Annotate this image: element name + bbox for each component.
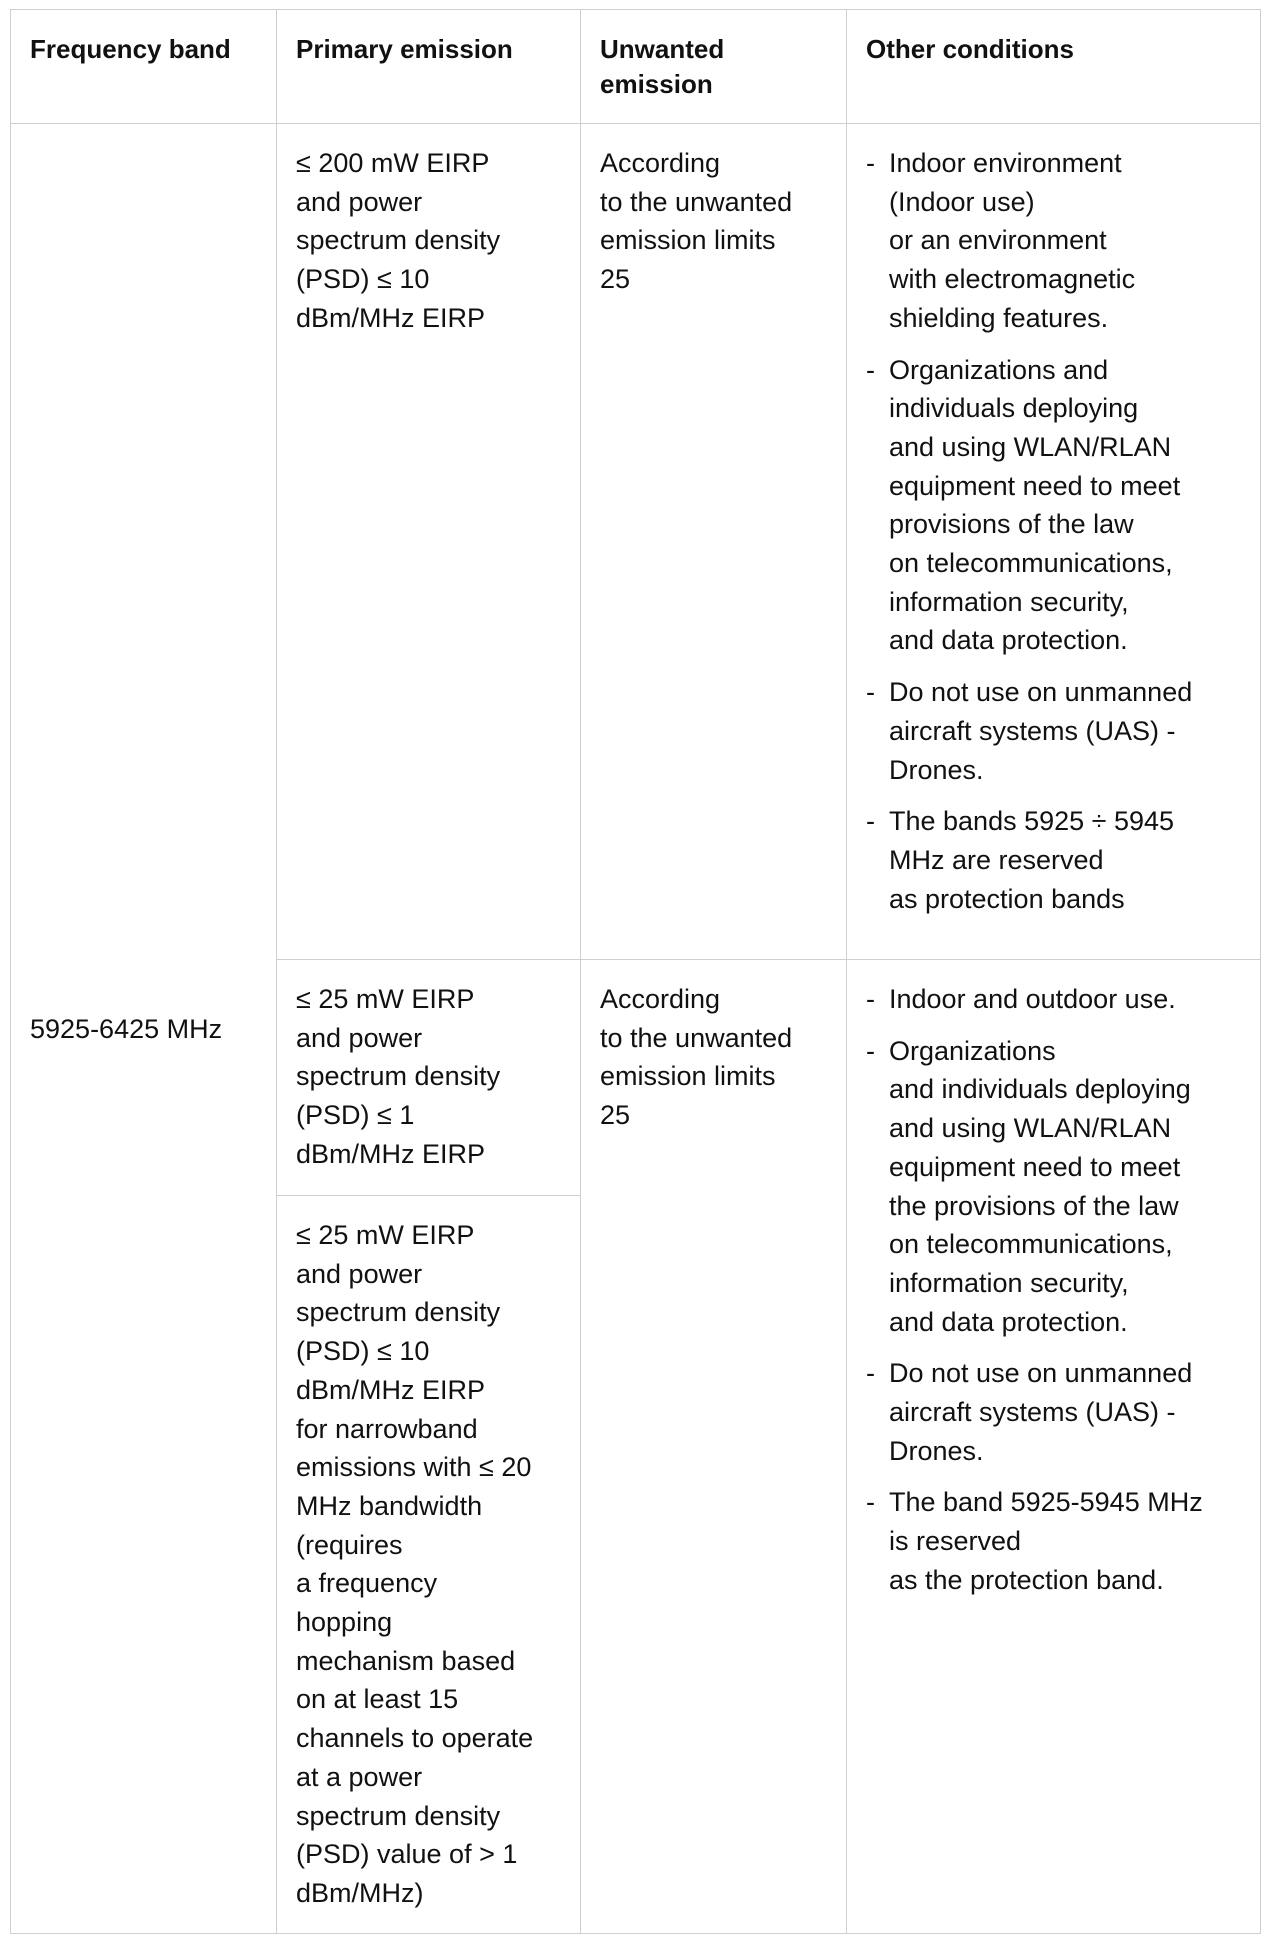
condition-item bbox=[866, 980, 1241, 1019]
other-conditions-cell bbox=[847, 124, 1261, 960]
text-line: (PSD) ≤ 10 bbox=[296, 1336, 430, 1367]
primary-emission-cell bbox=[277, 1196, 581, 1934]
condition-line: and data protection. bbox=[889, 625, 1128, 656]
dash-bullet-icon: - bbox=[866, 148, 875, 178]
unwanted-emission-cell bbox=[581, 124, 847, 960]
condition-line: The bands 5925 ÷ 5945 bbox=[889, 806, 1175, 837]
condition-item bbox=[866, 1354, 1241, 1470]
text-line: (PSD) value of > 1 bbox=[296, 1839, 518, 1870]
text-line: hopping bbox=[296, 1607, 393, 1638]
dash-bullet-icon: - bbox=[866, 1035, 875, 1066]
dash-bullet-icon: - bbox=[866, 354, 875, 385]
condition-line: with electromagnetic bbox=[889, 264, 1136, 295]
condition-line: MHz are reserved bbox=[889, 844, 1104, 875]
condition-line: and data protection. bbox=[889, 1306, 1128, 1337]
primary-emission-cell bbox=[277, 124, 581, 960]
header-row bbox=[11, 10, 1261, 124]
condition-line: Organizations bbox=[889, 1035, 1056, 1066]
dash-bullet-icon: - bbox=[866, 1487, 875, 1518]
condition-line: Do not use on unmanned bbox=[889, 677, 1193, 708]
text-line: spectrum density bbox=[296, 225, 501, 256]
text-line: and power bbox=[296, 1258, 423, 1289]
table-row bbox=[11, 124, 1261, 960]
text-line: 25 bbox=[600, 264, 631, 295]
header-unwanted-emission: Unwanted emission bbox=[581, 10, 847, 124]
condition-line: or an environment bbox=[889, 225, 1107, 256]
condition-line: and individuals deploying bbox=[889, 1074, 1191, 1105]
text-line: According bbox=[600, 148, 721, 178]
dash-bullet-icon: - bbox=[866, 984, 875, 1014]
text-line: According bbox=[600, 984, 721, 1014]
condition-line: The band 5925-5945 MHz bbox=[889, 1487, 1203, 1518]
text-line: ≤ 200 mW EIRP bbox=[296, 148, 490, 178]
text-line: dBm/MHz EIRP bbox=[296, 1138, 486, 1169]
condition-line: Organizations and bbox=[889, 354, 1109, 385]
text-line: spectrum density bbox=[296, 1800, 501, 1831]
text-line: and power bbox=[296, 1022, 423, 1053]
text-line: 25 bbox=[600, 1100, 631, 1131]
condition-line: Indoor environment bbox=[889, 148, 1122, 178]
text-line: dBm/MHz EIRP bbox=[296, 302, 486, 333]
condition-line: (Indoor use) bbox=[889, 186, 1035, 217]
text-line: on at least 15 bbox=[296, 1684, 459, 1715]
condition-line: equipment need to meet bbox=[889, 470, 1181, 501]
condition-line: on telecommunications, bbox=[889, 548, 1173, 579]
dash-bullet-icon: - bbox=[866, 1358, 875, 1389]
condition-line: aircraft systems (UAS) - bbox=[889, 715, 1176, 746]
text-line: dBm/MHz EIRP bbox=[296, 1374, 486, 1405]
primary-emission-cell bbox=[277, 960, 581, 1196]
text-line: MHz bandwidth bbox=[296, 1490, 483, 1521]
unwanted-emission-cell bbox=[581, 960, 847, 1934]
text-line: spectrum density bbox=[296, 1297, 501, 1328]
text-line: and power bbox=[296, 186, 423, 217]
condition-line: as protection bands bbox=[889, 883, 1125, 914]
condition-line: provisions of the law bbox=[889, 509, 1134, 540]
condition-item bbox=[866, 802, 1241, 918]
condition-line: individuals deploying bbox=[889, 393, 1139, 424]
text-line: (requires bbox=[296, 1529, 403, 1560]
condition-line: Indoor and outdoor use. bbox=[889, 984, 1176, 1014]
condition-item bbox=[866, 1032, 1241, 1342]
text-line: to the unwanted bbox=[600, 186, 793, 217]
text-line: mechanism based bbox=[296, 1645, 516, 1676]
condition-line: information security, bbox=[889, 1267, 1129, 1298]
text-line: emission limits bbox=[600, 225, 776, 256]
condition-item bbox=[866, 351, 1241, 661]
header-frequency-band: Frequency band bbox=[11, 10, 277, 124]
frequency-band-cell: 5925-6425 MHz bbox=[11, 124, 277, 1934]
dash-bullet-icon: - bbox=[866, 806, 875, 837]
header-other-conditions: Other conditions bbox=[847, 10, 1261, 124]
text-line: for narrowband bbox=[296, 1413, 478, 1444]
condition-line: and using WLAN/RLAN bbox=[889, 431, 1172, 462]
text-line: (PSD) ≤ 1 bbox=[296, 1100, 415, 1131]
text-line: at a power bbox=[296, 1761, 423, 1792]
condition-line: Drones. bbox=[889, 1435, 984, 1466]
condition-item bbox=[866, 1483, 1241, 1599]
dash-bullet-icon: - bbox=[866, 677, 875, 708]
condition-line: is reserved bbox=[889, 1526, 1022, 1557]
condition-line: equipment need to meet bbox=[889, 1151, 1181, 1182]
text-line: emission limits bbox=[600, 1061, 776, 1092]
condition-line: as the protection band. bbox=[889, 1564, 1164, 1595]
condition-line: the provisions of the law bbox=[889, 1190, 1179, 1221]
other-conditions-cell bbox=[847, 960, 1261, 1934]
text-line: ≤ 25 mW EIRP bbox=[296, 1220, 475, 1250]
condition-line: information security, bbox=[889, 586, 1129, 617]
text-line: (PSD) ≤ 10 bbox=[296, 264, 430, 295]
condition-line: Do not use on unmanned bbox=[889, 1358, 1193, 1389]
text-line: spectrum density bbox=[296, 1061, 501, 1092]
condition-line: aircraft systems (UAS) - bbox=[889, 1397, 1176, 1428]
text-line: dBm/MHz) bbox=[296, 1877, 424, 1908]
condition-line: and using WLAN/RLAN bbox=[889, 1113, 1172, 1144]
text-line: channels to operate bbox=[296, 1723, 534, 1754]
text-line: a frequency bbox=[296, 1568, 438, 1599]
text-line: ≤ 25 mW EIRP bbox=[296, 984, 475, 1014]
condition-line: shielding features. bbox=[889, 302, 1109, 333]
header-primary-emission: Primary emission bbox=[277, 10, 581, 124]
condition-item bbox=[866, 144, 1241, 338]
condition-line: on telecommunications, bbox=[889, 1229, 1173, 1260]
regulation-table bbox=[10, 9, 1261, 1934]
text-line: emissions with ≤ 20 bbox=[296, 1452, 532, 1483]
condition-line: Drones. bbox=[889, 754, 984, 785]
text-line: to the unwanted bbox=[600, 1022, 793, 1053]
condition-item bbox=[866, 673, 1241, 789]
